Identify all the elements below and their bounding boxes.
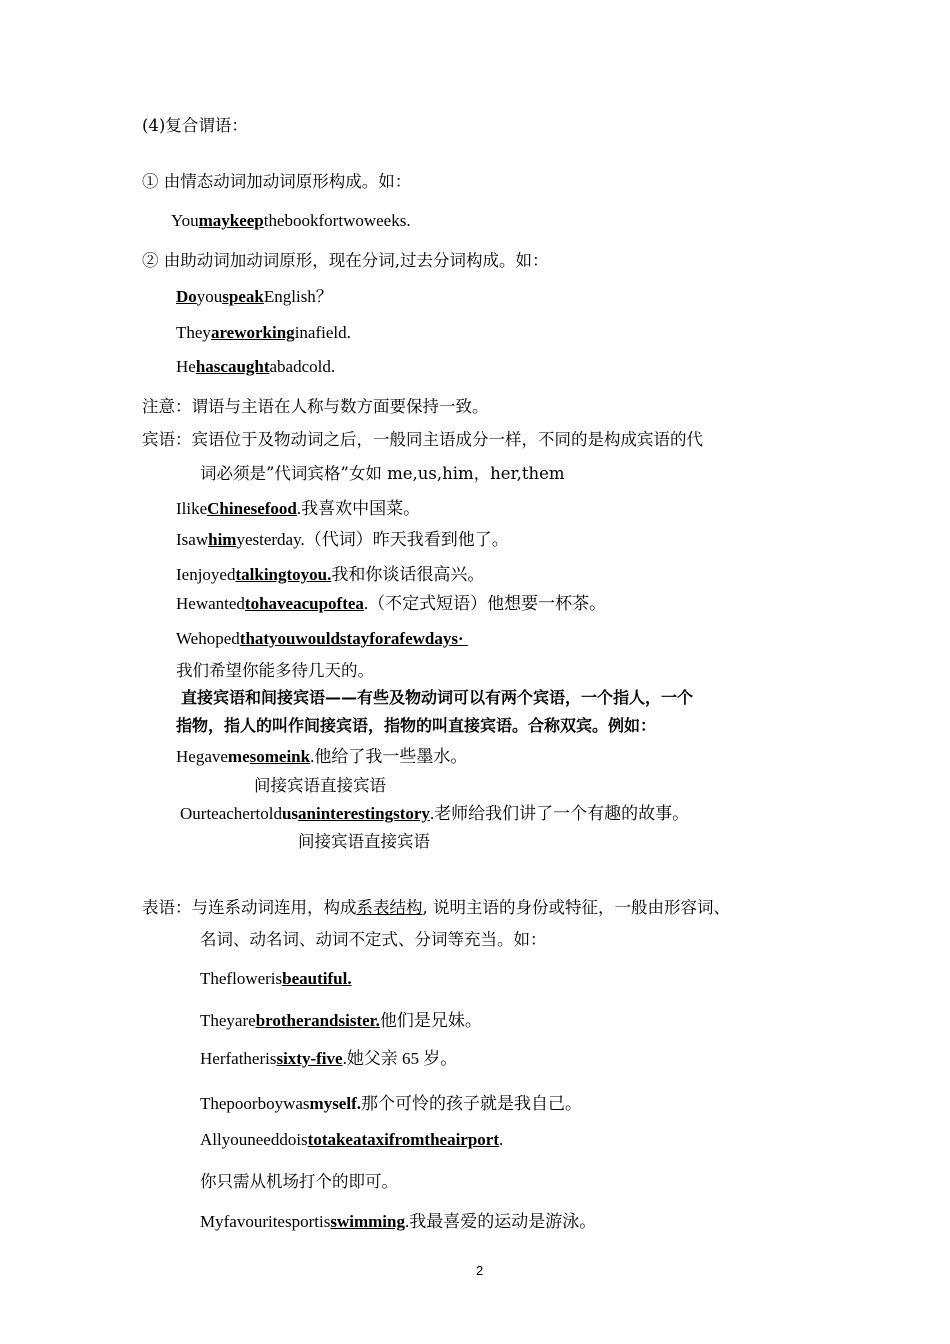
object-definition: 宾语：宾语位于及物动词之后，一般同主语成分一样，不同的是构成宾语的代 (142, 430, 703, 449)
example-sentence: Youmaykeepthebookfortwoweeks. (171, 211, 411, 230)
example-sentence: Theyareworkinginafield. (176, 323, 351, 342)
example-sentence: Hegavemesomeink.他给了我一些墨水。 (176, 747, 468, 766)
object-labels: 间接宾语直接宾语 (298, 832, 430, 851)
example-sentence: Theflowerisbeautiful. (200, 969, 352, 988)
compound-item-1: ① 由情态动词加动词原形构成。如： (142, 172, 412, 191)
example-sentence: Myfavouritesportisswimming.我最喜爱的运动是游泳。 (200, 1212, 597, 1231)
example-sentence: Wehopedthatyouwouldstayforafewdays· (176, 629, 464, 648)
example-sentence: Ourteachertoldusaninterestingstory.老师给我们讲了一个有趣的故事。 (180, 804, 690, 823)
page-number: 2 (476, 1263, 484, 1278)
predicative-definition: 表语：与连系动词连用，构成系表结构, 说明主语的身份或特征，一般由形容词、 (142, 898, 730, 917)
note: 注意：谓语与主语在人称与数方面要保持一致。 (142, 397, 489, 416)
example-sentence: Allyouneeddoistotakeataxifromtheairport. (200, 1130, 504, 1149)
double-object-heading: 直接宾语和间接宾语——有些及物动词可以有两个宾语，一个指人，一个 (181, 688, 694, 707)
example-sentence: DoyouspeakEnglish？ (176, 287, 333, 306)
example-sentence: Isawhimyesterday.（代词）昨天我看到他了。 (176, 530, 509, 549)
predicative-definition-cont: 名词、动名词、动词不定式、分词等充当。如： (200, 930, 547, 949)
object-definition-cont: 词必须是”代词宾格”女如 me,us,him，her,them (200, 464, 565, 483)
object-labels: 间接宾语直接宾语 (254, 776, 386, 795)
compound-item-2: ② 由助动词加动词原形，现在分词,过去分词构成。如： (142, 251, 549, 270)
section-title: (4)复合谓语： (142, 116, 248, 135)
example-sentence: Theyarebrotherandsister.他们是兄妹。 (200, 1011, 482, 1030)
example-sentence: IlikeChinesefood.我喜欢中国菜。 (176, 499, 421, 518)
example-sentence: Thepoorboywasmyself.那个可怜的孩子就是我自己。 (200, 1094, 582, 1113)
example-translation: 你只需从机场打个的即可。 (200, 1172, 398, 1191)
example-sentence: Herfatherissixty-five.她父亲 65 岁。 (200, 1049, 458, 1068)
example-sentence: Hehascaughtabadcold. (176, 357, 336, 376)
example-sentence: Hewantedtohaveacupoftea.（不定式短语）他想要一杯茶。 (176, 594, 607, 613)
double-object-heading-cont: 指物，指人的叫作间接宾语，指物的叫直接宾语。合称双宾。例如： (176, 716, 657, 735)
example-translation: 我们希望你能多待几天的。 (176, 661, 374, 680)
example-sentence: Ienjoyedtalkingtoyou.我和你谈话很高兴。 (176, 565, 485, 584)
